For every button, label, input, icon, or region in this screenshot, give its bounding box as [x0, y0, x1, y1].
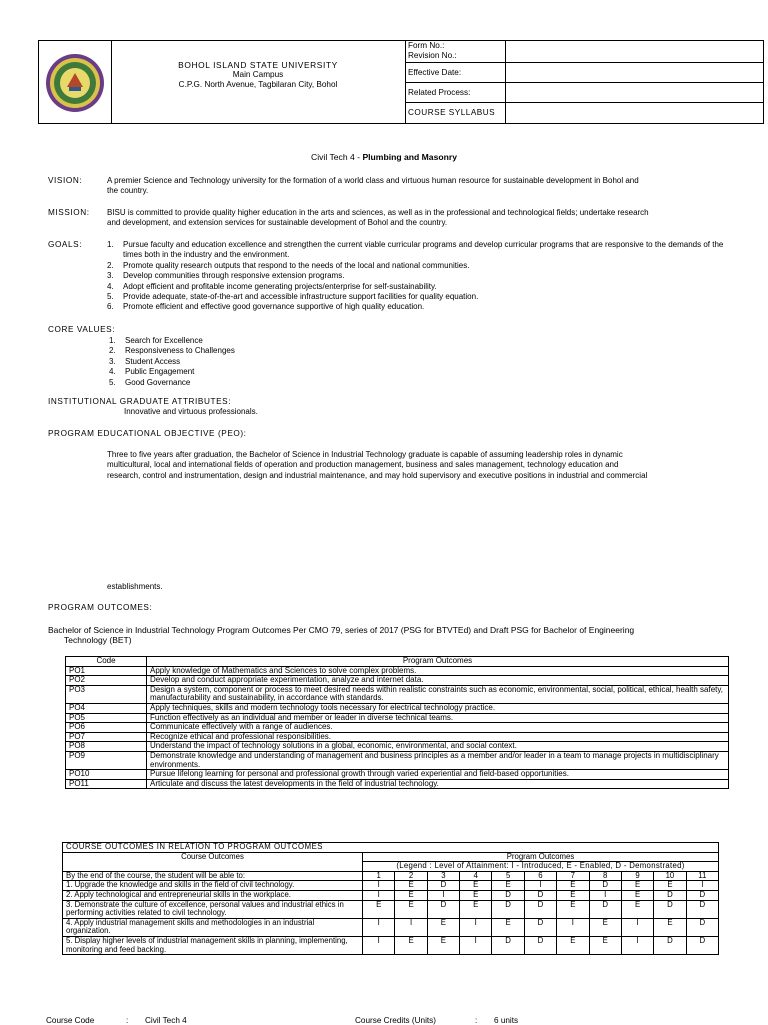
effective-date-value [505, 63, 763, 83]
attainment-level: E [460, 890, 492, 900]
form-no-value [505, 41, 763, 63]
goal-item [107, 261, 729, 271]
peo-line: research, control and instrumentation, design and industrial maintenance, and may hold supervisory and executive positions in industrial and commercial [107, 470, 648, 480]
revision-no-label: Revision No.: [408, 51, 457, 60]
po-text: Demonstrate knowledge and understanding of management and business principles as a member and/or leader in a team to manage projects in multidisciplinary environments. [147, 751, 729, 769]
attainment-level: E [621, 890, 653, 900]
po-text: Apply techniques, skills and modern technology tools necessary for electrical technology practice. [147, 703, 729, 713]
attainment-level: I [524, 881, 556, 891]
peo-line: multicultural, local and international fields of operation and production management, business and sales management, technology education and [107, 460, 619, 470]
table-row [66, 779, 729, 789]
po-code-header: Code [66, 657, 147, 667]
attainment-level: E [654, 881, 686, 891]
table-row [66, 742, 729, 752]
attainment-level: E [427, 918, 459, 936]
po-number: 9 [621, 871, 653, 881]
attainment-level: D [492, 936, 524, 954]
attainment-level: D [654, 890, 686, 900]
list-text: Good Governance [125, 377, 191, 387]
core-value-item [109, 357, 409, 367]
goals-list [107, 240, 729, 313]
po-number: 11 [686, 871, 718, 881]
program-outcomes-table [65, 656, 729, 789]
table-row [66, 723, 729, 733]
list-text: Public Engagement [125, 367, 195, 377]
po-intro-line: Technology (BET) [64, 635, 132, 645]
list-number: 4. [107, 281, 114, 291]
list-number: 5. [107, 292, 114, 302]
po-number: 8 [589, 871, 621, 881]
goal-item [107, 302, 729, 312]
table-row [66, 676, 729, 686]
related-process-label: Related Process: [405, 83, 505, 103]
po-code: PO4 [66, 703, 147, 713]
attainment-level: I [427, 890, 459, 900]
list-text: Student Access [125, 356, 181, 366]
attainment-level: D [427, 900, 459, 918]
po-code: PO7 [66, 732, 147, 742]
table-row [63, 890, 719, 900]
co-table-title: COURSE OUTCOMES IN RELATION TO PROGRAM OUTCOMES [63, 843, 719, 853]
attainment-level: I [460, 936, 492, 954]
goal-item [107, 240, 729, 261]
program-outcomes-label: PROGRAM OUTCOMES: [48, 603, 153, 612]
list-number: 2. [107, 260, 114, 270]
po-code: PO1 [66, 666, 147, 676]
attainment-level: D [686, 918, 718, 936]
co-po-table [62, 842, 719, 955]
attainment-level: I [363, 890, 395, 900]
po-intro-line: Bachelor of Science in Industrial Technology Program Outcomes Per CMO 79, series of 2017 (PSG for BTVTEd) and Draft PSG for Bachelor of Engineering [48, 625, 635, 635]
po-number: 6 [524, 871, 556, 881]
list-text: Adopt efficient and profitable income generating projects/enterprise for self-sustainability. [123, 281, 437, 291]
po-text: Design a system, component or process to meet desired needs within realistic constraints such as economic, environmental, social, political, ethical, health safety, manufacturability and sustainability, in accordance with standards. [147, 685, 729, 703]
po-code: PO3 [66, 685, 147, 703]
attainment-level: E [492, 881, 524, 891]
effective-date-label: Effective Date: [405, 63, 505, 83]
attainment-level: I [395, 918, 427, 936]
attainment-level: E [621, 900, 653, 918]
course-outcome-text: 5. Display higher levels of industrial management skills in planning, implementing, monitoring and feed backing. [63, 936, 363, 954]
course-outcome-text: 3. Demonstrate the culture of excellence, personal values and industrial ethics in performing activities related to civil technology. [63, 900, 363, 918]
list-text: Responsiveness to Challenges [125, 346, 235, 356]
attainment-level: E [557, 881, 589, 891]
goal-item [107, 292, 729, 302]
mission-line: and development, and extension services for sustainable development of Bohol and the country. [107, 218, 448, 228]
related-process-value [505, 83, 763, 103]
po-text: Articulate and discuss the latest developments in the field of industrial technology. [147, 779, 729, 789]
attainment-level: I [363, 918, 395, 936]
table-row [63, 900, 719, 918]
po-text: Understand the impact of technology solutions in a global, economic, environmental, and social context. [147, 742, 729, 752]
list-number: 2. [109, 346, 116, 356]
po-text: Communicate effectively with a range of audiences. [147, 723, 729, 733]
list-text: Develop communities through responsive extension programs. [123, 271, 345, 281]
attainment-level: D [686, 900, 718, 918]
goal-item [107, 282, 729, 292]
po-number: 2 [395, 871, 427, 881]
attainment-level: E [621, 881, 653, 891]
goals-label: GOALS: [48, 240, 83, 249]
list-text: Search for Excellence [125, 336, 203, 345]
po-table-header [66, 657, 729, 667]
vision-text [107, 176, 732, 197]
vision-line: A premier Science and Technology university for the formation of a world class and virtuous human resource for sustainable development in Bohol and [107, 176, 639, 185]
attainment-level: E [492, 918, 524, 936]
attainment-level: D [427, 881, 459, 891]
table-row [63, 918, 719, 936]
iga-label: INSTITUTIONAL GRADUATE ATTRIBUTES: [48, 397, 232, 406]
footer-credits-sep: : [475, 1016, 478, 1025]
attainment-level: D [492, 890, 524, 900]
mission-label: MISSION: [48, 208, 90, 217]
po-text: Recognize ethical and professional responsibilities. [147, 732, 729, 742]
attainment-level: D [524, 890, 556, 900]
attainment-level: E [395, 881, 427, 891]
university-address: C.P.G. North Avenue, Tagbilaran City, Bohol [178, 80, 338, 89]
po-number: 7 [557, 871, 589, 881]
po-outcomes-header: Program Outcomes [147, 657, 729, 667]
po-text: Pursue lifelong learning for personal and professional growth through varied experiential and field-based opportunities. [147, 770, 729, 780]
university-name: BOHOL ISLAND STATE UNIVERSITY [178, 60, 338, 70]
form-meta-values [505, 41, 763, 123]
footer-credits-label: Course Credits (Units) [355, 1016, 436, 1025]
list-number: 5. [109, 377, 116, 387]
university-seal-icon [45, 53, 105, 113]
doc-type-value [505, 103, 763, 123]
attainment-level: I [621, 936, 653, 954]
core-values-label: CORE VALUES: [48, 325, 116, 334]
po-code: PO8 [66, 742, 147, 752]
attainment-level: I [589, 890, 621, 900]
form-no-label: Form No.: [408, 41, 445, 50]
attainment-level: D [524, 918, 556, 936]
attainment-level: I [621, 918, 653, 936]
po-number: 10 [654, 871, 686, 881]
attainment-level: D [589, 881, 621, 891]
course-title-prefix: Civil Tech 4 - [311, 152, 363, 162]
peo-text [107, 450, 729, 481]
vision-line: the country. [107, 186, 149, 196]
attainment-level: I [557, 918, 589, 936]
doc-type-label: COURSE SYLLABUS [408, 108, 496, 117]
iga-text: Innovative and virtuous professionals. [124, 407, 258, 416]
table-row [66, 685, 729, 703]
po-number: 4 [460, 871, 492, 881]
attainment-level: E [557, 900, 589, 918]
attainment-level: I [460, 918, 492, 936]
co-column-header: Course Outcomes [63, 852, 363, 871]
core-value-item [109, 346, 409, 356]
po-code: PO6 [66, 723, 147, 733]
attainment-level: E [460, 900, 492, 918]
attainment-level: D [492, 900, 524, 918]
attainment-level: D [686, 890, 718, 900]
po-number: 5 [492, 871, 524, 881]
attainment-level: E [395, 900, 427, 918]
attainment-level: E [654, 918, 686, 936]
core-value-item [109, 378, 409, 388]
course-title-name: Plumbing and Masonry [362, 152, 457, 162]
footer-course-code-sep: : [126, 1016, 129, 1025]
attainment-level: D [589, 900, 621, 918]
form-meta-labels [405, 41, 506, 123]
mission-text [107, 208, 732, 229]
attainment-level: E [427, 936, 459, 954]
attainment-level: E [363, 900, 395, 918]
attainment-level: D [654, 900, 686, 918]
form-header [38, 40, 764, 124]
attainment-level: E [589, 936, 621, 954]
list-text: Pursue faculty and education excellence and strengthen the current viable curricular programs and develop curricular programs that are responsive to the demands of the times both in the industry and the environment. [123, 240, 724, 260]
attainment-level: E [395, 890, 427, 900]
po-text: Function effectively as an individual and member or leader in diverse technical teams. [147, 713, 729, 723]
po-code: PO10 [66, 770, 147, 780]
list-number: 6. [107, 302, 114, 312]
po-code: PO5 [66, 713, 147, 723]
list-number: 4. [109, 367, 116, 377]
course-outcome-text: 1. Upgrade the knowledge and skills in the field of civil technology. [63, 881, 363, 891]
attainment-level: E [589, 918, 621, 936]
university-info [111, 41, 406, 123]
peo-line-end: establishments. [107, 582, 163, 591]
po-number: 1 [363, 871, 395, 881]
co-lead-text: By the end of the course, the student will be able to: [63, 871, 363, 881]
core-value-item [109, 336, 409, 346]
list-text: Promote efficient and effective good governance supportive of high quality education. [123, 302, 425, 312]
attainment-level: E [557, 890, 589, 900]
po-code: PO11 [66, 779, 147, 789]
po-text: Develop and conduct appropriate experimentation, analyze and internet data. [147, 676, 729, 686]
attainment-level: I [363, 881, 395, 891]
footer-credits: 6 units [494, 1016, 519, 1025]
attainment-level: D [524, 936, 556, 954]
attainment-level: E [557, 936, 589, 954]
co-legend: (Legend : Level of Attainment: I - Introduced, E - Enabled, D - Demonstrated) [363, 862, 719, 872]
course-outcome-text: 4. Apply industrial management skills and methodologies in an industrial organization. [63, 918, 363, 936]
attainment-level: I [363, 936, 395, 954]
peo-line: Three to five years after graduation, the Bachelor of Science in Industrial Technology graduate is capable of assuming leadership roles in dynamic [107, 450, 623, 459]
attainment-level: D [686, 936, 718, 954]
po-number: 3 [427, 871, 459, 881]
logo-cell [39, 41, 112, 123]
po-code: PO9 [66, 751, 147, 769]
list-number: 1. [107, 240, 114, 249]
table-row [63, 936, 719, 954]
list-number: 3. [109, 356, 116, 366]
table-row [66, 751, 729, 769]
goal-item [107, 271, 729, 281]
vision-label: VISION: [48, 176, 83, 185]
peo-label: PROGRAM EDUCATIONAL OBJECTIVE (PEO): [48, 429, 247, 438]
attainment-level: D [654, 936, 686, 954]
table-row [66, 770, 729, 780]
course-title [0, 152, 768, 162]
footer-course-code-label: Course Code [46, 1016, 95, 1025]
attainment-level: D [524, 900, 556, 918]
attainment-level: E [395, 936, 427, 954]
program-outcomes-intro [48, 625, 738, 645]
campus-name: Main Campus [232, 70, 284, 79]
table-row [66, 703, 729, 713]
list-number: 1. [109, 336, 116, 345]
list-text: Promote quality research outputs that respond to the needs of the local and national communities. [123, 260, 470, 270]
course-outcome-text: 2. Apply technological and entrepreneurial skills in the workplace. [63, 890, 363, 900]
attainment-level: E [460, 881, 492, 891]
mission-line: BISU is committed to provide quality higher education in the arts and sciences, as well as in the professional and technological fields; undertake research [107, 208, 649, 217]
po-code: PO2 [66, 676, 147, 686]
list-number: 3. [107, 271, 114, 281]
po-text: Apply knowledge of Mathematics and Sciences to solve complex problems. [147, 666, 729, 676]
list-text: Provide adequate, state-of-the-art and accessible infrastructure support facilities for quality equation. [123, 292, 479, 302]
attainment-level: I [686, 881, 718, 891]
po-column-header: Program Outcomes [363, 852, 719, 862]
core-value-item [109, 367, 409, 377]
core-values-list [109, 336, 409, 388]
footer-course-code: Civil Tech 4 [145, 1016, 187, 1025]
